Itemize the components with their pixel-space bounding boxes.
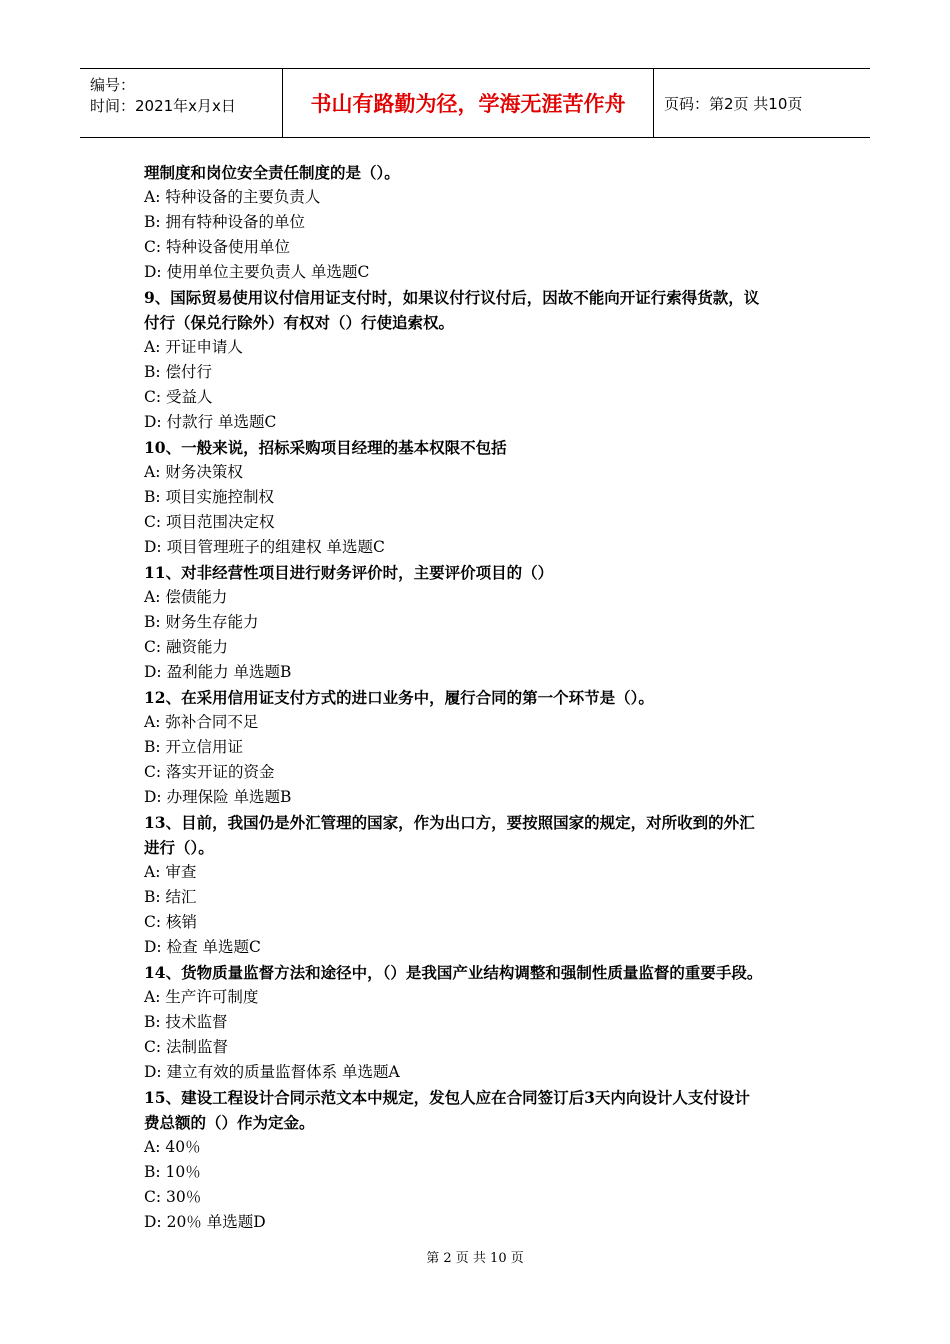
option-text: A: 开证申请人: [144, 338, 243, 356]
question-text: 付行（保兑行除外）有权对（）行使追索权。: [144, 313, 455, 332]
option-text: A: 弥补合同不足: [144, 713, 259, 731]
option-text: D: 20％ 单选题D: [144, 1213, 266, 1231]
header-meta: [80, 69, 282, 137]
option-text: C: 核销: [144, 913, 198, 931]
option-text: B: 项目实施控制权: [144, 488, 275, 506]
question-text: 10、一般来说，招标采购项目经理的基本权限不包括: [144, 438, 507, 457]
date-label: 时间：2021年x月x日: [90, 97, 236, 115]
page-header: [80, 68, 870, 138]
header-motto: 书山有路勤为径，学海无涯苦作舟: [282, 69, 654, 137]
page-footer: 第 2 页 共 10 页: [426, 1251, 524, 1266]
option-text: B: 技术监督: [144, 1013, 228, 1031]
option-text: B: 财务生存能力: [144, 613, 259, 631]
option-text: D: 办理保险 单选题B: [144, 788, 292, 806]
option-text: D: 检查 单选题C: [144, 938, 261, 956]
question-text: 9、国际贸易使用议付信用证支付时，如果议付行议付后，因故不能向开证行索得货款，议: [144, 288, 760, 307]
option-text: D: 盈利能力 单选题B: [144, 663, 292, 681]
option-text: C: 30％: [144, 1188, 202, 1206]
option-text: A: 偿债能力: [144, 588, 228, 606]
option-text: D: 付款行 单选题C: [144, 413, 277, 431]
option-text: B: 拥有特种设备的单位: [144, 213, 306, 231]
question-text: 15、建设工程设计合同示范文本中规定，发包人应在合同签订后3天内向设计人支付设计: [144, 1088, 750, 1107]
option-text: B: 10％: [144, 1163, 201, 1181]
option-text: B: 偿付行: [144, 363, 213, 381]
question-text: 12、在采用信用证支付方式的进口业务中，履行合同的第一个环节是（）。: [144, 688, 654, 707]
option-text: D: 项目管理班子的组建权 单选题C: [144, 538, 385, 556]
question-text: 13、目前，我国仍是外汇管理的国家，作为出口方，要按照国家的规定，对所收到的外汇: [144, 813, 755, 832]
option-text: B: 结汇: [144, 888, 197, 906]
option-text: D: 使用单位主要负责人 单选题C: [144, 263, 370, 281]
option-text: C: 受益人: [144, 388, 213, 406]
question-text: 理制度和岗位安全责任制度的是（）。: [144, 163, 400, 182]
option-text: C: 法制监督: [144, 1038, 229, 1056]
document-body: [144, 160, 824, 1235]
header-page-info: 页码：第2页 共10页: [664, 94, 803, 113]
option-text: C: 项目范围决定权: [144, 513, 275, 531]
option-text: A: 生产许可制度: [144, 988, 259, 1006]
question-text: 11、对非经营性项目进行财务评价时，主要评价项目的（）: [144, 563, 554, 582]
option-text: D: 建立有效的质量监督体系 单选题A: [144, 1063, 400, 1081]
option-text: A: 审查: [144, 863, 197, 881]
option-text: A: 特种设备的主要负责人: [144, 188, 321, 206]
option-text: A: 40％: [144, 1138, 201, 1156]
option-text: C: 融资能力: [144, 638, 229, 656]
option-text: B: 开立信用证: [144, 738, 244, 756]
option-text: A: 财务决策权: [144, 463, 243, 481]
question-text: 费总额的（）作为定金。: [144, 1113, 315, 1132]
option-text: C: 特种设备使用单位: [144, 238, 291, 256]
number-label: 编号：: [90, 76, 136, 94]
option-text: C: 落实开证的资金: [144, 763, 275, 781]
question-text: 进行（）。: [144, 838, 214, 857]
question-text: 14、货物质量监督方法和途径中，（）是我国产业结构调整和强制性质量监督的重要手段。: [144, 963, 763, 982]
